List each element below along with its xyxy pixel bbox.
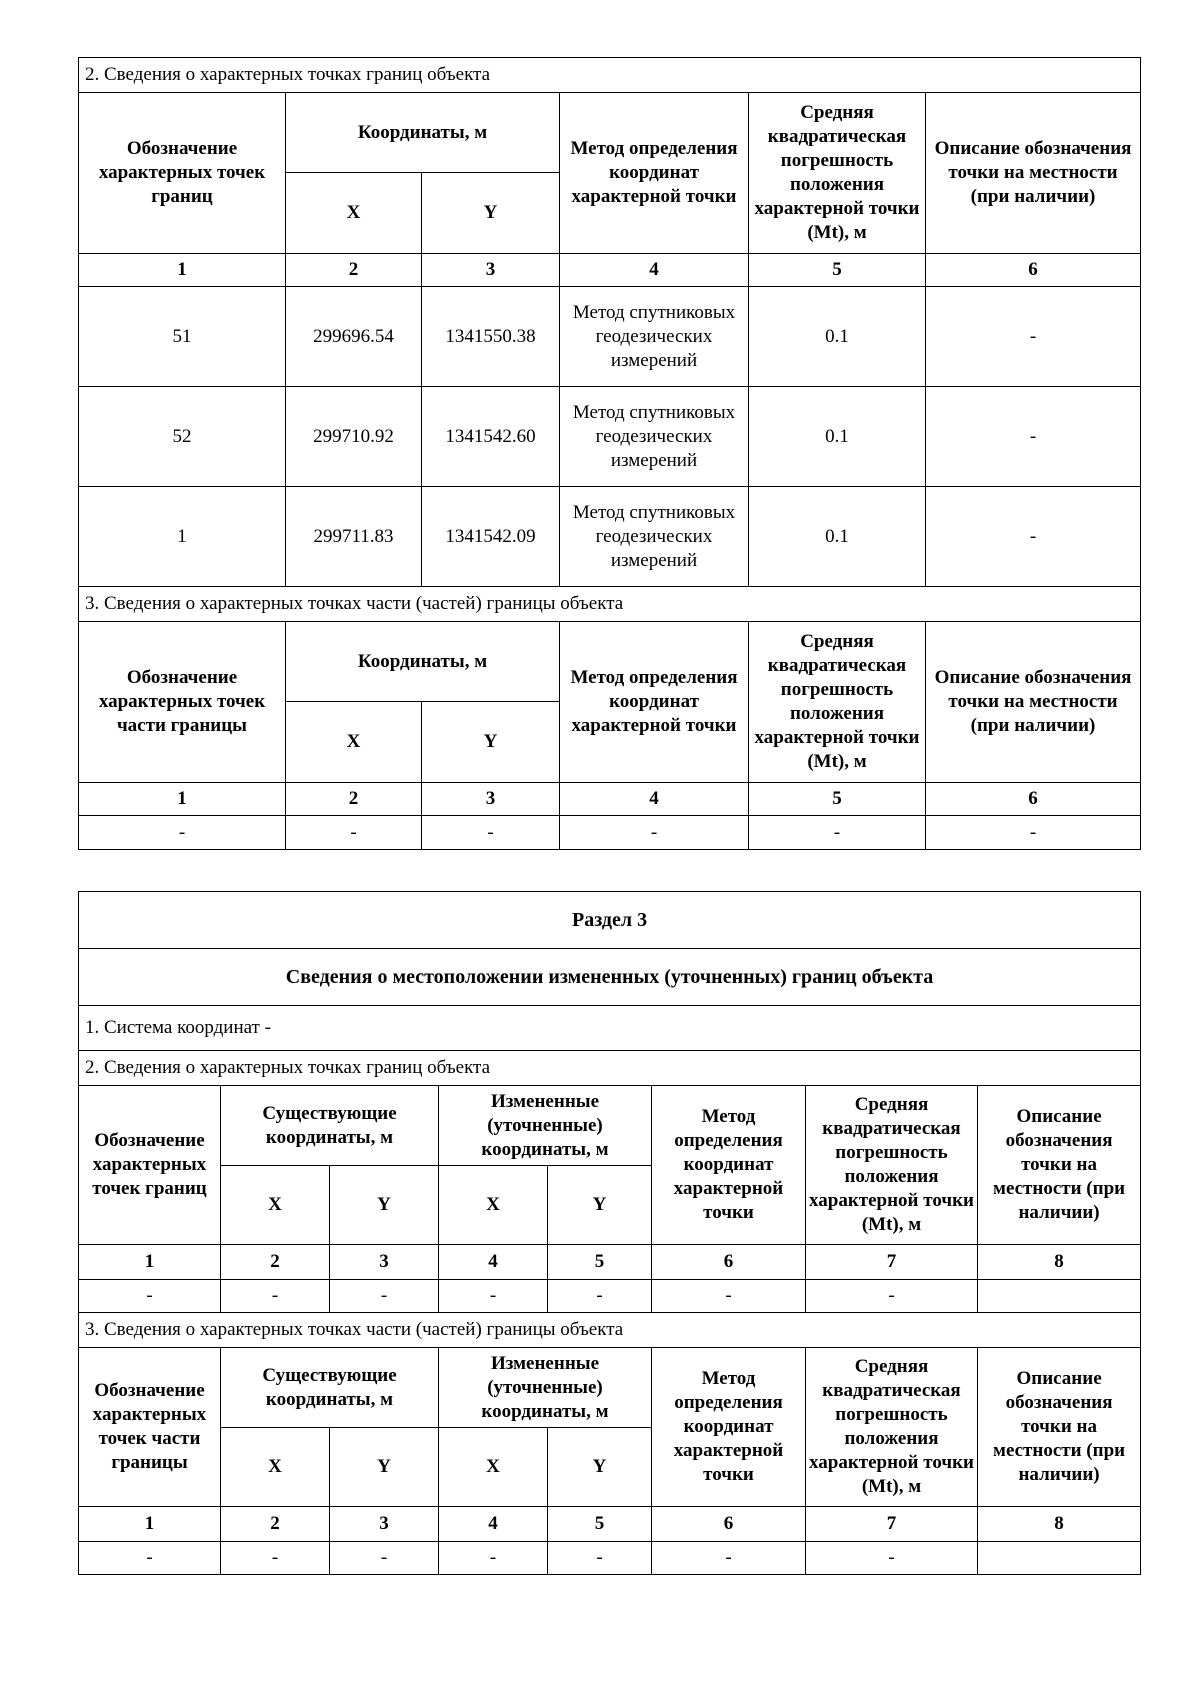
- col-number: 4: [439, 1507, 548, 1542]
- cell: [978, 1280, 1141, 1313]
- col-number: 8: [978, 1507, 1141, 1542]
- coord-y: 1341542.60: [422, 387, 560, 487]
- col-number: 1: [79, 254, 286, 287]
- section-heading-row: [79, 1313, 1141, 1348]
- method: Метод спутниковых геодезических измерений: [560, 487, 749, 587]
- col-number: 5: [749, 783, 926, 816]
- header-error: Средняя квадратическая погрешность положения характерной точки (Mt), м: [806, 1086, 978, 1245]
- header-changed-coords: Измененные (уточненные) координаты, м: [439, 1348, 652, 1428]
- header-row: [79, 1086, 1141, 1166]
- col-number: 4: [560, 783, 749, 816]
- col-number: 5: [548, 1245, 652, 1280]
- col-number: 6: [652, 1507, 806, 1542]
- header-row: [79, 1348, 1141, 1428]
- changed-boundaries-table: [78, 891, 1141, 1575]
- header-method: Метод определения координат характерной точки: [652, 1348, 806, 1507]
- cell: -: [560, 816, 749, 850]
- mt-error: 0.1: [749, 287, 926, 387]
- section-label: Раздел 3: [79, 892, 1141, 949]
- header-description: Описание обозначения точки на местности (при наличии): [978, 1348, 1141, 1507]
- point-id: 51: [79, 287, 286, 387]
- col-number: 4: [439, 1245, 548, 1280]
- description: -: [926, 287, 1141, 387]
- header-description: Описание обозначения точки на местности (при наличии): [926, 93, 1141, 254]
- description: -: [926, 387, 1141, 487]
- coord-x: 299696.54: [286, 287, 422, 387]
- header-x: X: [221, 1166, 330, 1245]
- cell: -: [79, 816, 286, 850]
- table-row: [79, 816, 1141, 850]
- col-number: 6: [652, 1245, 806, 1280]
- section-heading-row: [79, 58, 1141, 93]
- point-id: 1: [79, 487, 286, 587]
- header-coordinates: Координаты, м: [286, 622, 560, 702]
- coord-system: 1. Система координат -: [79, 1006, 1141, 1051]
- header-description: Описание обозначения точки на местности (при наличии): [926, 622, 1141, 783]
- column-numbers-row: [79, 1507, 1141, 1542]
- col-number: 7: [806, 1507, 978, 1542]
- column-numbers-row: [79, 254, 1141, 287]
- header-designation: Обозначение характерных точек части границы: [79, 622, 286, 783]
- method: Метод спутниковых геодезических измерений: [560, 387, 749, 487]
- header-method: Метод определения координат характерной точки: [652, 1086, 806, 1245]
- col-number: 3: [422, 783, 560, 816]
- col-number: 3: [422, 254, 560, 287]
- col-number: 1: [79, 1507, 221, 1542]
- column-numbers-row: [79, 783, 1141, 816]
- header-y: Y: [330, 1166, 439, 1245]
- col-number: 5: [548, 1507, 652, 1542]
- header-designation: Обозначение характерных точек части границы: [79, 1348, 221, 1507]
- cell: -: [221, 1542, 330, 1575]
- table-row: [79, 1280, 1141, 1313]
- header-y: Y: [422, 702, 560, 783]
- header-y: Y: [330, 1428, 439, 1507]
- header-description: Описание обозначения точки на местности (при наличии): [978, 1086, 1141, 1245]
- header-error: Средняя квадратическая погрешность положения характерной точки (Mt), м: [749, 93, 926, 254]
- point-id: 52: [79, 387, 286, 487]
- section-heading-row: [79, 1051, 1141, 1086]
- section-2-title: 2. Сведения о характерных точках границ объекта: [79, 58, 1141, 93]
- table-row: [79, 287, 1141, 387]
- header-method: Метод определения координат характерной точки: [560, 93, 749, 254]
- header-designation: Обозначение характерных точек границ: [79, 1086, 221, 1245]
- header-row: [79, 93, 1141, 173]
- coord-x: 299711.83: [286, 487, 422, 587]
- section-3-title: 3. Сведения о характерных точках части (частей) границы объекта: [79, 1313, 1141, 1348]
- coord-x: 299710.92: [286, 387, 422, 487]
- coord-y: 1341550.38: [422, 287, 560, 387]
- header-error: Средняя квадратическая погрешность положения характерной точки (Mt), м: [806, 1348, 978, 1507]
- cell: -: [79, 1280, 221, 1313]
- section-3-title: 3. Сведения о характерных точках части (частей) границы объекта: [79, 587, 1141, 622]
- section-label-row: [79, 892, 1141, 949]
- cell: -: [652, 1542, 806, 1575]
- coord-system-row: [79, 1006, 1141, 1051]
- section-title-row: [79, 949, 1141, 1006]
- header-x: X: [286, 173, 422, 254]
- cell: -: [221, 1280, 330, 1313]
- cell: -: [330, 1542, 439, 1575]
- col-number: 6: [926, 783, 1141, 816]
- header-error: Средняя квадратическая погрешность положения характерной точки (Mt), м: [749, 622, 926, 783]
- table-row: [79, 387, 1141, 487]
- col-number: 3: [330, 1507, 439, 1542]
- method: Метод спутниковых геодезических измерений: [560, 287, 749, 387]
- table-row: [79, 487, 1141, 587]
- col-number: 2: [221, 1245, 330, 1280]
- col-number: 6: [926, 254, 1141, 287]
- mt-error: 0.1: [749, 487, 926, 587]
- col-number: 4: [560, 254, 749, 287]
- header-y: Y: [548, 1428, 652, 1507]
- col-number: 2: [221, 1507, 330, 1542]
- cell: [978, 1542, 1141, 1575]
- header-coordinates: Координаты, м: [286, 93, 560, 173]
- cell: -: [548, 1542, 652, 1575]
- header-x: X: [221, 1428, 330, 1507]
- boundary-points-table: [78, 57, 1141, 850]
- header-y: Y: [548, 1166, 652, 1245]
- cell: -: [439, 1542, 548, 1575]
- col-number: 3: [330, 1245, 439, 1280]
- col-number: 2: [286, 254, 422, 287]
- col-number: 2: [286, 783, 422, 816]
- header-x: X: [439, 1428, 548, 1507]
- coord-y: 1341542.09: [422, 487, 560, 587]
- cell: -: [330, 1280, 439, 1313]
- section-title: Сведения о местоположении измененных (уточненных) границ объекта: [79, 949, 1141, 1006]
- header-changed-coords: Измененные (уточненные) координаты, м: [439, 1086, 652, 1166]
- table-row: [79, 1542, 1141, 1575]
- cell: -: [422, 816, 560, 850]
- header-method: Метод определения координат характерной точки: [560, 622, 749, 783]
- col-number: 5: [749, 254, 926, 287]
- col-number: 7: [806, 1245, 978, 1280]
- col-number: 8: [978, 1245, 1141, 1280]
- cell: -: [79, 1542, 221, 1575]
- cell: -: [749, 816, 926, 850]
- cell: -: [652, 1280, 806, 1313]
- header-row: [79, 622, 1141, 702]
- col-number: 1: [79, 1245, 221, 1280]
- header-x: X: [286, 702, 422, 783]
- cell: -: [286, 816, 422, 850]
- header-existing-coords: Существующие координаты, м: [221, 1086, 439, 1166]
- description: -: [926, 487, 1141, 587]
- section-heading-row: [79, 587, 1141, 622]
- cell: -: [439, 1280, 548, 1313]
- cell: -: [926, 816, 1141, 850]
- section-2-title: 2. Сведения о характерных точках границ объекта: [79, 1051, 1141, 1086]
- column-numbers-row: [79, 1245, 1141, 1280]
- cell: -: [806, 1542, 978, 1575]
- cell: -: [806, 1280, 978, 1313]
- mt-error: 0.1: [749, 387, 926, 487]
- col-number: 1: [79, 783, 286, 816]
- header-x: X: [439, 1166, 548, 1245]
- header-existing-coords: Существующие координаты, м: [221, 1348, 439, 1428]
- header-y: Y: [422, 173, 560, 254]
- cell: -: [548, 1280, 652, 1313]
- header-designation: Обозначение характерных точек границ: [79, 93, 286, 254]
